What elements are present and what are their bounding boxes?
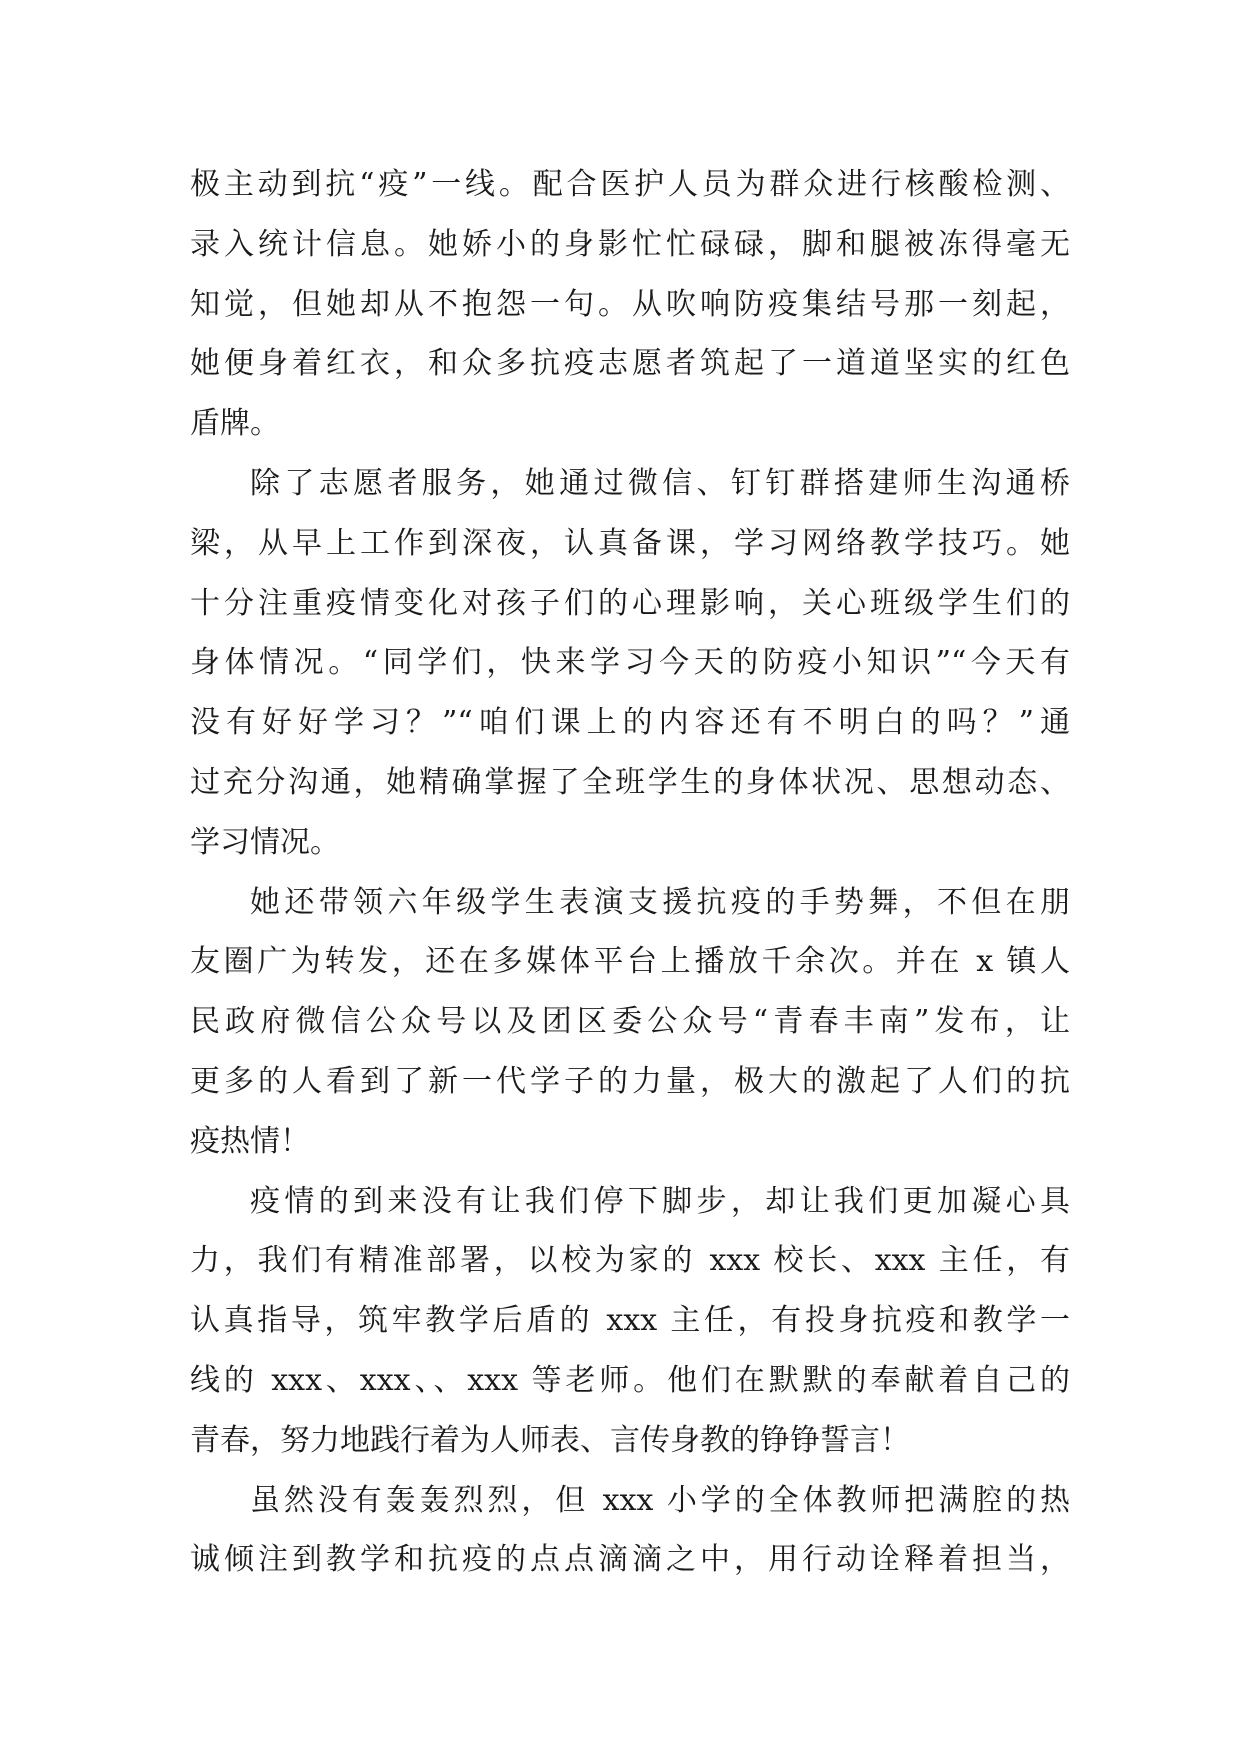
text-line: 虽然没有轰轰烈烈，但 xxx 小学的全体教师把满腔的热 — [250, 1482, 1070, 1518]
text-line: 青春，努力地践行着为人师表、言传身教的铮铮誓言！ — [190, 1422, 910, 1458]
text-line: 过充分沟通，她精确掌握了全班学生的身体状况、思想动态、 — [190, 764, 1070, 800]
text-line: 民政府微信公众号以及团区委公众号“青春丰南”发布，让 — [190, 1004, 1070, 1040]
text-line: 线的 xxx、xxx、、xxx 等老师。他们在默默的奉献着自己的 — [190, 1362, 1070, 1398]
text-line: 疫热情！ — [190, 1123, 310, 1159]
text-line: 疫情的到来没有让我们停下脚步，却让我们更加凝心具 — [250, 1183, 1070, 1219]
text-line: 录入统计信息。她娇小的身影忙忙碌碌，脚和腿被冻得毫无 — [190, 226, 1070, 262]
text-line: 她还带领六年级学生表演支援抗疫的手势舞，不但在朋 — [250, 884, 1070, 920]
text-line: 身体情况。“同学们，快来学习今天的防疫小知识”“今天有 — [190, 645, 1070, 681]
text-line: 更多的人看到了新一代学子的力量，极大的激起了人们的抗 — [190, 1063, 1070, 1099]
text-line: 友圈广为转发，还在多媒体平台上播放千余次。并在 x 镇人 — [190, 944, 1070, 980]
text-line: 极主动到抗“疫”一线。配合医护人员为群众进行核酸检测、 — [190, 167, 1070, 202]
text-line: 没有好好学习？”“咱们课上的内容还有不明白的吗？”通 — [190, 705, 1070, 741]
paragraph-4 — [190, 1172, 1070, 1471]
text-line: 她便身着红衣，和众多抗疫志愿者筑起了一道道坚实的红色 — [190, 346, 1070, 382]
text-line: 除了志愿者服务，她通过微信、钉钉群搭建师生沟通桥 — [250, 465, 1070, 501]
text-line: 梁，从早上工作到深夜，认真备课，学习网络教学技巧。她 — [190, 525, 1070, 561]
paragraph-2 — [190, 454, 1070, 873]
paragraph-1 — [190, 155, 1070, 454]
body-text — [190, 155, 1070, 1590]
text-line: 诚倾注到教学和抗疫的点点滴滴之中，用行动诠释着担当， — [190, 1542, 1070, 1578]
text-line: 力，我们有精准部署，以校为家的 xxx 校长、xxx 主任，有 — [190, 1243, 1070, 1279]
text-line: 十分注重疫情变化对孩子们的心理影响，关心班级学生们的 — [190, 585, 1070, 621]
paragraph-5 — [190, 1471, 1070, 1591]
text-line: 认真指导，筑牢教学后盾的 xxx 主任，有投身抗疫和教学一 — [190, 1303, 1070, 1339]
text-line: 盾牌。 — [190, 406, 280, 442]
paragraph-3 — [190, 873, 1070, 1172]
text-line: 学习情况。 — [190, 824, 340, 860]
text-line: 知觉，但她却从不抱怨一句。从吹响防疫集结号那一刻起， — [190, 286, 1070, 322]
